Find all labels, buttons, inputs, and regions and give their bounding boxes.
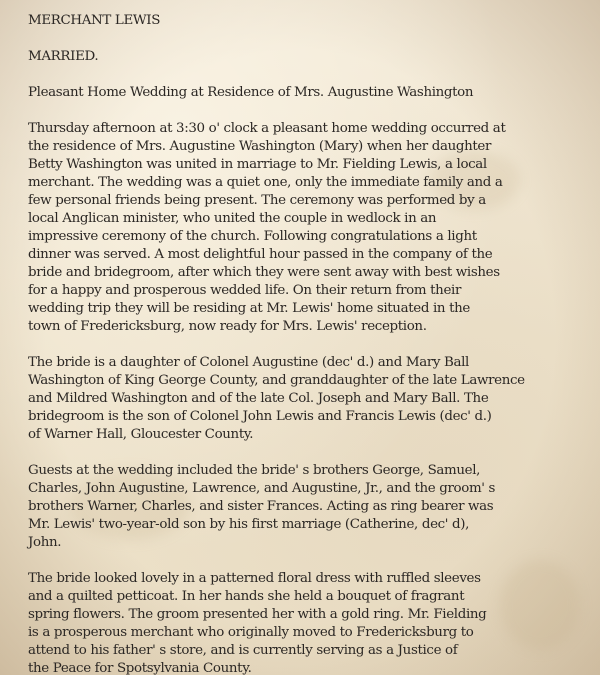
text-line: and a quilted petticoat. In her hands she held a bouquet of fragrant [28,589,465,604]
text-line: wedding trip they will be residing at Mr. Lewis' home situated in the [28,301,470,316]
article-subheading: MARRIED. [28,49,99,64]
text-line: Washington of King George County, and granddaughter of the late Lawrence [28,373,525,388]
spacer [28,102,580,120]
text-line: The bride looked lovely in a patterned floral dress with ruffled sleeves [28,571,481,586]
spacer [28,66,580,84]
text-line: Mr. Lewis' two-year-old son by his first marriage (Catherine, dec' d), [28,517,470,532]
text-line: attend to his father' s store, and is currently serving as a Justice of [28,643,458,658]
text-line: spring flowers. The groom presented her with a gold ring. Mr. Fielding [28,607,487,622]
text-line: The bride is a daughter of Colonel Augustine (dec' d.) and Mary Ball [28,355,469,370]
text-line: and Mildred Washington and of the late Col. Joseph and Mary Ball. The [28,391,489,406]
spacer [28,336,580,354]
paragraph-4 [28,570,580,675]
text-line: merchant. The wedding was a quiet one, only the immediate family and a [28,175,503,190]
text-line: of Warner Hall, Gloucester County. [28,427,254,442]
text-line: bride and bridegroom, after which they were sent away with best wishes [28,265,500,280]
text-line: the residence of Mrs. Augustine Washington (Mary) when her daughter [28,139,492,154]
paragraph-1 [28,120,580,336]
text-line: Thursday afternoon at 3:30 o' clock a pleasant home wedding occurred at [28,121,506,136]
text-line: brothers Warner, Charles, and sister Frances. Acting as ring bearer was [28,499,494,514]
text-line: Charles, John Augustine, Lawrence, and Augustine, Jr., and the groom' s [28,481,496,496]
spacer [28,552,580,570]
paragraph-3 [28,462,580,552]
text-line: is a prosperous merchant who originally moved to Fredericksburg to [28,625,474,640]
text-line: impressive ceremony of the church. Following congratulations a light [28,229,477,244]
text-line: Guests at the wedding included the bride' s brothers George, Samuel, [28,463,481,478]
text-line: John. [28,535,62,550]
text-line: local Anglican minister, who united the couple in wedlock in an [28,211,437,226]
text-line: dinner was served. A most delightful hour passed in the company of the [28,247,493,262]
spacer [28,30,580,48]
newspaper-article [28,12,580,675]
spacer [28,444,580,462]
paragraph-2 [28,354,580,444]
text-line: town of Fredericksburg, now ready for Mrs. Lewis' reception. [28,319,427,334]
text-line: Betty Washington was united in marriage to Mr. Fielding Lewis, a local [28,157,487,172]
article-heading: MERCHANT LEWIS [28,13,161,28]
text-line: for a happy and prosperous wedded life. On their return from their [28,283,462,298]
article-headline: Pleasant Home Wedding at Residence of Mrs. Augustine Washington [28,85,474,100]
text-line: the Peace for Spotsylvania County. [28,661,252,675]
text-line: bridegroom is the son of Colonel John Lewis and Francis Lewis (dec' d.) [28,409,492,424]
text-line: few personal friends being present. The ceremony was performed by a [28,193,486,208]
